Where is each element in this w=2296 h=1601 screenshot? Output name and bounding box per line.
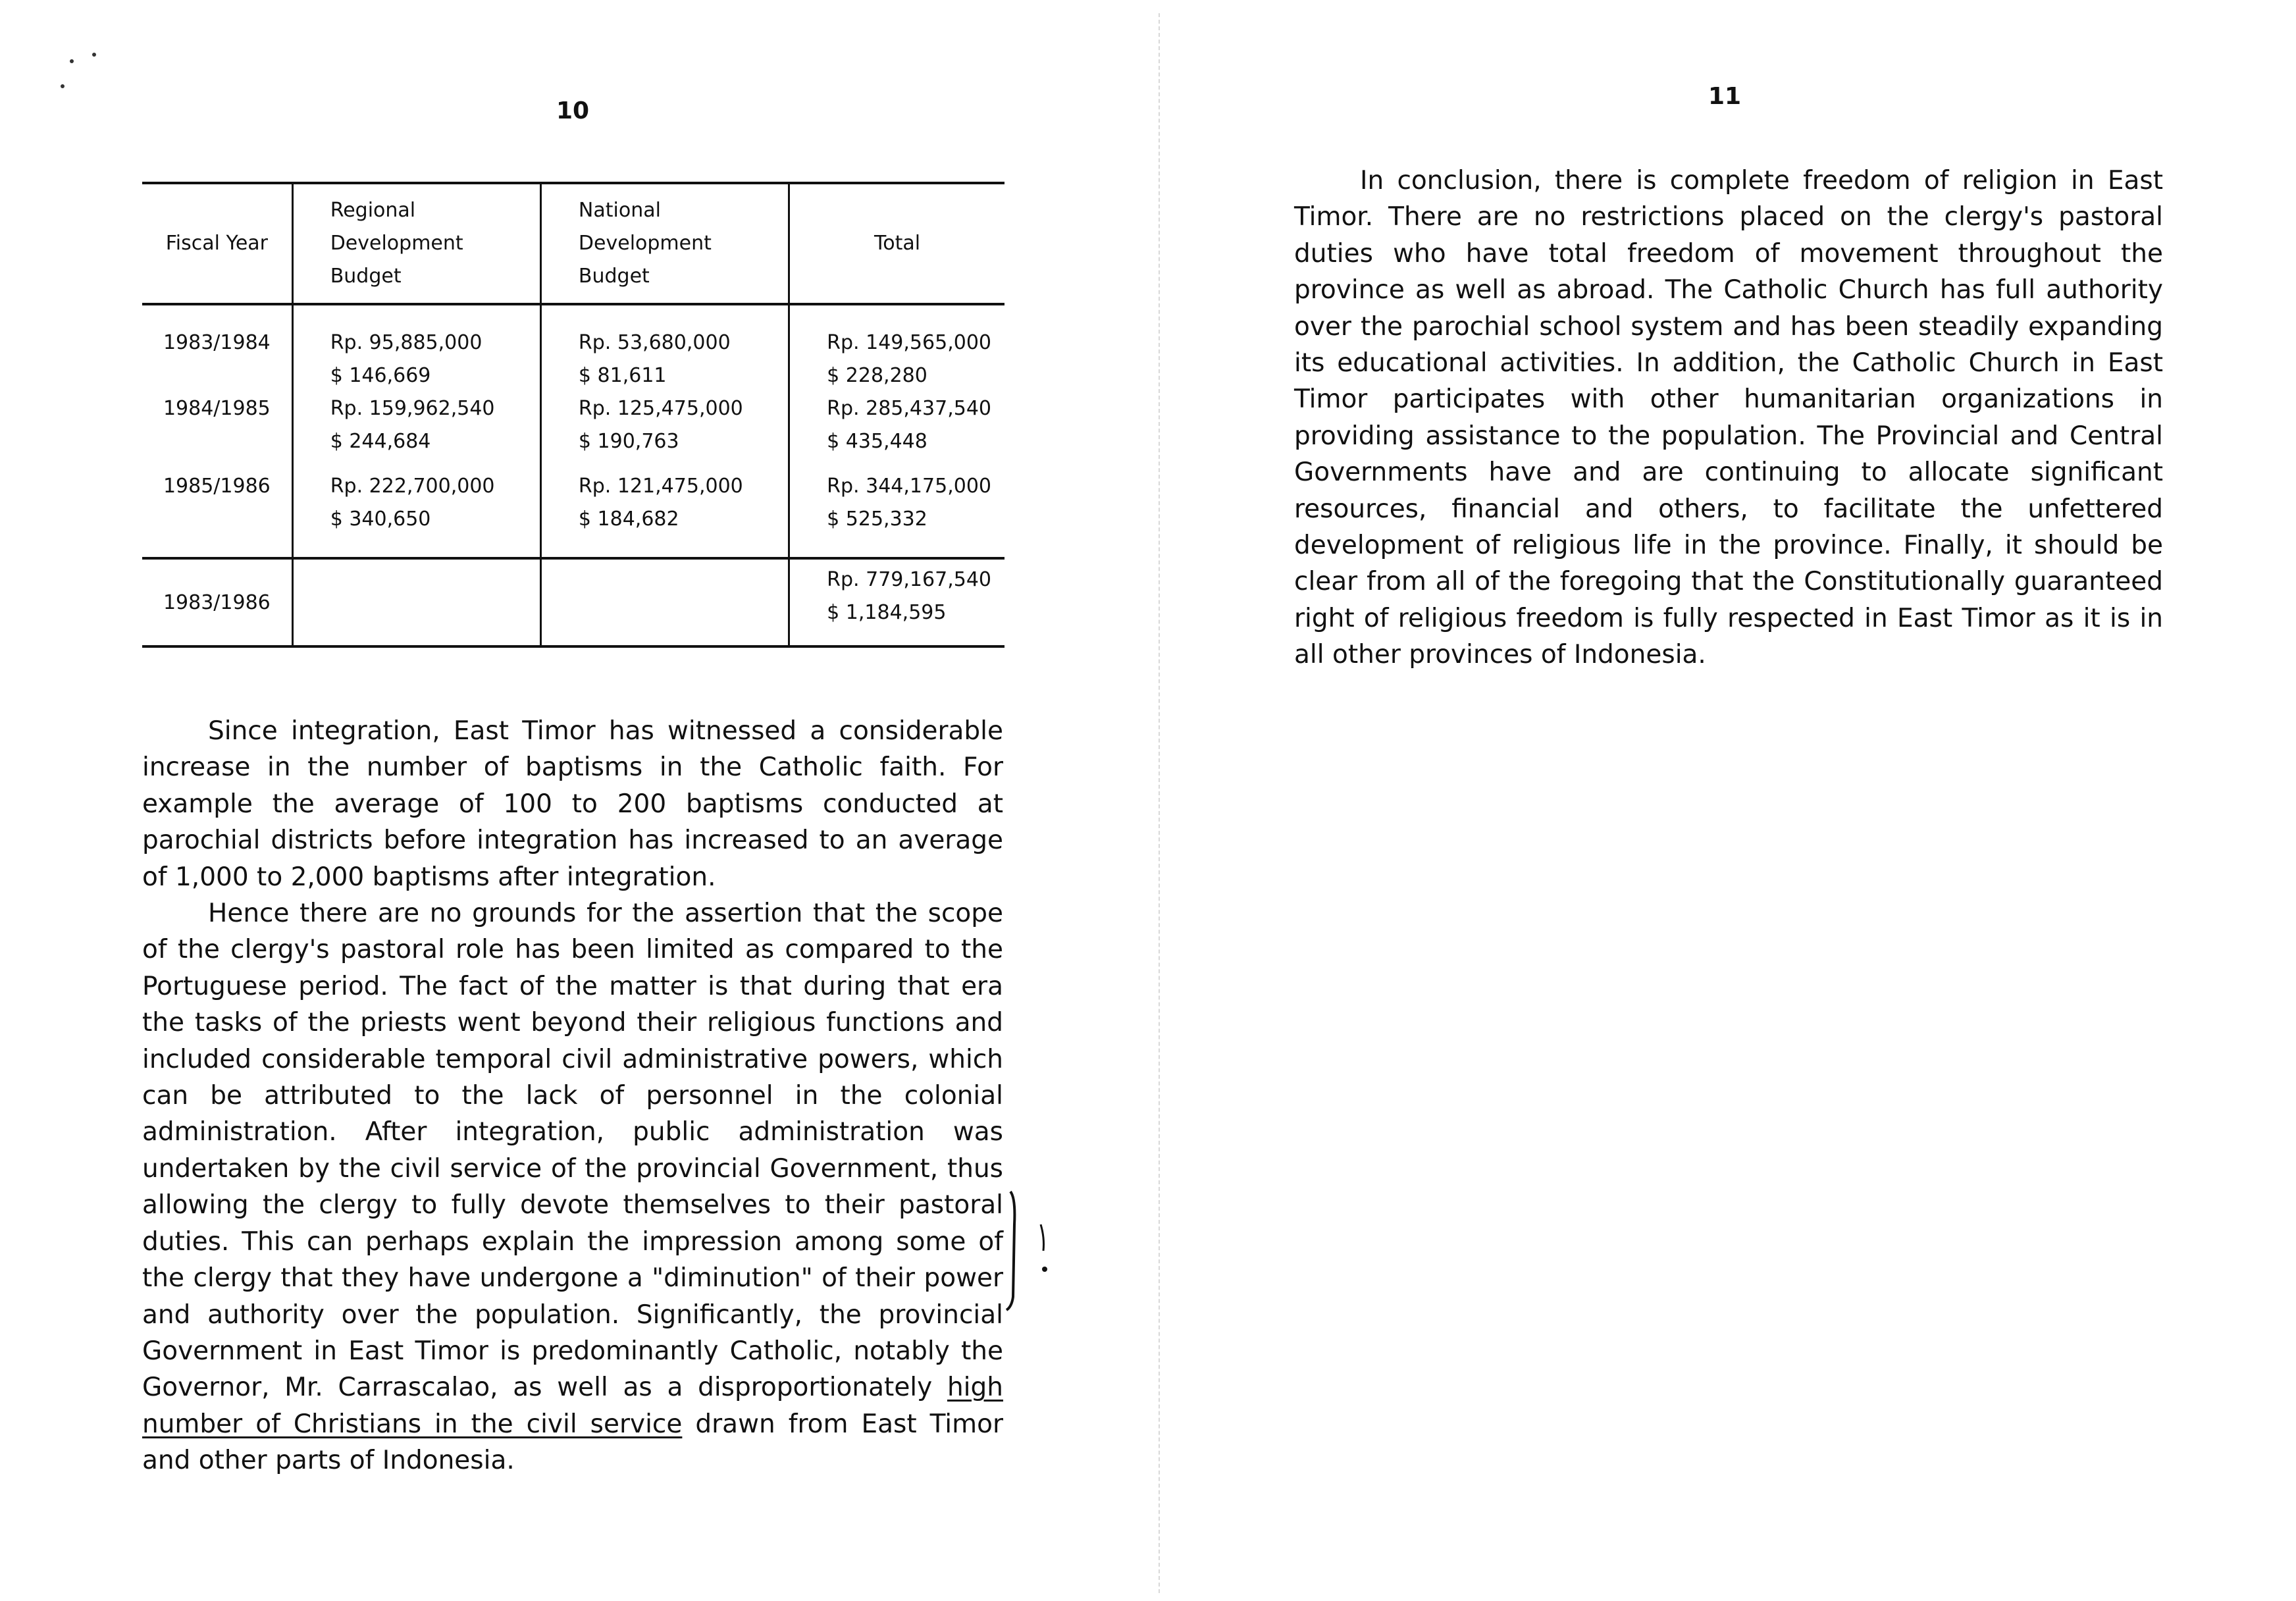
table-row <box>142 392 1004 470</box>
scan-speck <box>61 84 65 88</box>
page-number-left: 10 <box>556 97 590 124</box>
cell-dollar: $ 1,184,595 <box>827 601 947 624</box>
budget-table <box>142 182 1004 648</box>
cell-dollar: $ 146,669 <box>330 364 431 387</box>
cell-rupiah: Rp. 285,437,540 <box>827 397 991 420</box>
table-row <box>142 304 1004 392</box>
cell-total <box>789 392 1004 470</box>
cell-year: 1983/1986 <box>142 558 292 646</box>
cell-rupiah: Rp. 344,175,000 <box>827 475 991 498</box>
header-national-budget <box>540 183 789 304</box>
cell-national <box>540 304 789 392</box>
cell-dollar: $ 340,650 <box>330 508 431 531</box>
left-page-body <box>142 713 1003 1479</box>
paragraph-baptisms: Since integration, East Timor has witnessed a considerable increase in the number of baptisms in the Catholic faith. For example the average of 100 to 200 baptisms conducted at parochial districts before integration has increased to an average of 1,000 to 2,000 baptisms after integration. <box>142 716 1003 892</box>
cell-rupiah: Rp. 95,885,000 <box>330 331 483 354</box>
scan-speck <box>70 59 74 63</box>
cell-regional <box>292 304 540 392</box>
paragraph-text: drawn from East Timor and other parts of Indonesia. <box>142 1409 1003 1476</box>
paragraph-clergy-role <box>142 895 1003 1479</box>
cell-year: 1984/1985 <box>142 392 292 470</box>
cell-rupiah: Rp. 222,700,000 <box>330 475 495 498</box>
page-number-right: 11 <box>1708 83 1742 110</box>
paragraph-text: Hence there are no grounds for the assertion that the scope of the clergy's pastoral role has been limited as compared to the Portuguese period. The fact of the matter is that during that era the tasks of the priests went beyond their religious functions and included considerable temporal civil administrative powers, which can be attributed to the lack of personnel in the colonial administration. After integration, public administration was undertaken by the civil service of the provincial Government, thus allowing the clergy to fully devote themselves to their pastoral duties. This can perhaps explain the impression among some of the clergy that they have undergone a "diminution" of their power and authority over the population. Significantly, the provincial Government in East Timor is predominantly Catholic, notably the Governor, Mr. Carrascalao, as well as a disproportionately <box>142 899 1003 1403</box>
header-line: Budget <box>578 265 650 288</box>
table-row <box>142 470 1004 558</box>
header-line: Regional <box>330 199 416 222</box>
cell-total <box>789 304 1004 392</box>
cell-dollar: $ 244,684 <box>330 430 431 453</box>
cell-regional <box>292 392 540 470</box>
cell-rupiah: Rp. 159,962,540 <box>330 397 495 420</box>
cell-dollar: $ 184,682 <box>578 508 679 531</box>
margin-bracket-mark <box>1004 1185 1057 1317</box>
cell-total <box>789 470 1004 558</box>
table-total-row <box>142 558 1004 646</box>
paragraph-conclusion: In conclusion, there is complete freedom of religion in East Timor. There are no restrictions placed on the clergy's pastoral duties who have total freedom of movement throughout the province as well as abroad. The Catholic Church has full authority over the parochial school system and has been steadily expanding its educational activities. In addition, the Catholic Church in East Timor participates with other humanitarian organizations in providing assistance to the population. The Provincial and Central Governments have and are continuing to allocate significant resources, financial and others, to facilitate the unfettered development of religious life in the province. Finally, it should be clear from all of the foregoing that the Constitutionally guaranteed right of religious freedom is fully respected in East Timor as it is in all other provinces of Indonesia. <box>1294 166 2163 670</box>
cell-rupiah: Rp. 53,680,000 <box>578 331 731 354</box>
cell-dollar: $ 190,763 <box>578 430 679 453</box>
header-line: Development <box>330 232 463 255</box>
page-fold-line <box>1159 13 1160 1593</box>
cell-regional-empty <box>292 558 540 646</box>
cell-rupiah: Rp. 779,167,540 <box>827 568 991 591</box>
cell-regional <box>292 470 540 558</box>
scan-speck <box>92 53 96 57</box>
header-total: Total <box>789 183 1004 304</box>
cell-rupiah: Rp. 149,565,000 <box>827 331 991 354</box>
header-regional-budget <box>292 183 540 304</box>
cell-dollar: $ 525,332 <box>827 508 927 531</box>
header-line: Development <box>578 232 712 255</box>
cell-national-empty <box>540 558 789 646</box>
cell-national <box>540 470 789 558</box>
cell-dollar: $ 228,280 <box>827 364 927 387</box>
cell-total <box>789 558 1004 646</box>
cell-year: 1983/1984 <box>142 304 292 392</box>
handwritten-underline: high number of Christians in the civil service <box>142 1373 1003 1439</box>
table-header-row <box>142 183 1004 304</box>
cell-dollar: $ 435,448 <box>827 430 927 453</box>
cell-rupiah: Rp. 121,475,000 <box>578 475 743 498</box>
cell-dollar: $ 81,611 <box>578 364 667 387</box>
header-line: Budget <box>330 265 402 288</box>
right-page-body <box>1294 163 2163 673</box>
header-line: National <box>578 199 661 222</box>
cell-year: 1985/1986 <box>142 470 292 558</box>
header-fiscal-year: Fiscal Year <box>142 183 292 304</box>
cell-national <box>540 392 789 470</box>
cell-rupiah: Rp. 125,475,000 <box>578 397 743 420</box>
